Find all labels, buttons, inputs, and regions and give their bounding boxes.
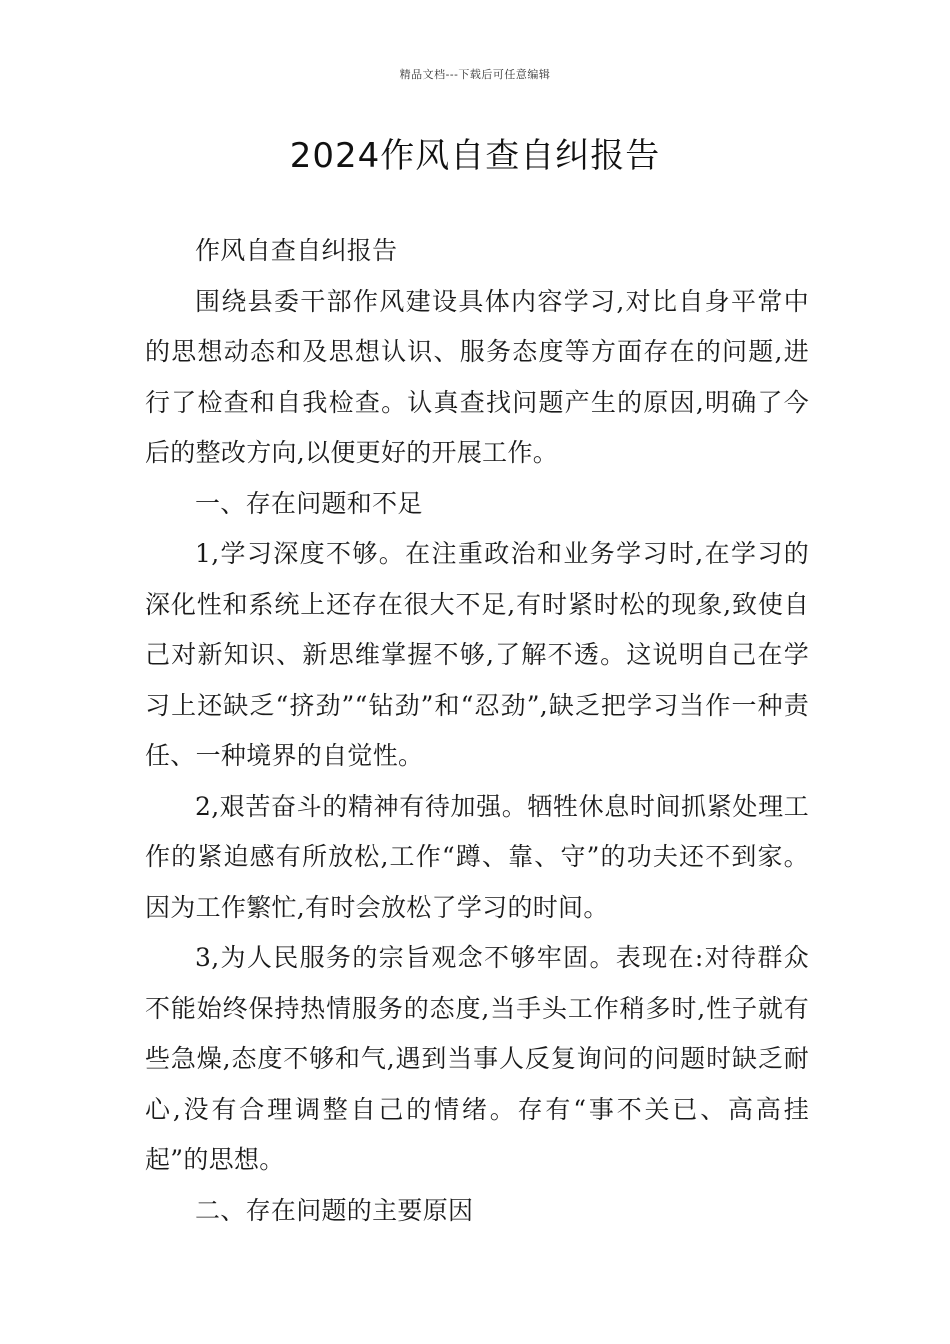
paragraph-problem-1: 1,学习深度不够。在注重政治和业务学习时,在学习的深化性和系统上还存在很大不足,有时紧时松的现象,致使自己对新知识、新思维掌握不够,了解不透。这说明自己在学习上还缺乏“挤劲”“钻劲”和“忍劲”,缺乏把学习当作一种责任、一种境界的自觉性。 (145, 539, 809, 770)
paragraph-subtitle: 作风自查自纠报告 (195, 236, 398, 265)
header-note: 精品文档---下载后可任意编辑 (399, 68, 551, 81)
paragraph-problem-3: 3,为人民服务的宗旨观念不够牢固。表现在:对待群众不能始终保持热情服务的态度,当手头工作稍多时,性子就有些急燥,态度不够和气,遇到当事人反复询问的问题时缺乏耐心,没有合理调整自己的情绪。存有“事不关已、高高挂起”的思想。 (145, 943, 809, 1174)
document-title: 2024作风自查自纠报告 (289, 136, 661, 176)
document-body (145, 226, 809, 1236)
section-heading-causes: 二、存在问题的主要原因 (195, 1195, 474, 1225)
paragraph-intro: 围绕县委干部作风建设具体内容学习,对比自身平常中的思想动态和及思想认识、服务态度等方面存在的问题,进行了检查和自我检查。认真查找问题产生的原因,明确了今后的整改方向,以便更好的开展工作。 (145, 286, 809, 467)
section-heading-problems: 一、存在问题和不足 (195, 488, 423, 518)
paragraph-problem-2: 2,艰苦奋斗的精神有待加强。牺牲休息时间抓紧处理工作的紧迫感有所放松,工作“蹲、靠、守”的功夫还不到家。因为工作繁忙,有时会放松了学习的时间。 (145, 791, 809, 922)
